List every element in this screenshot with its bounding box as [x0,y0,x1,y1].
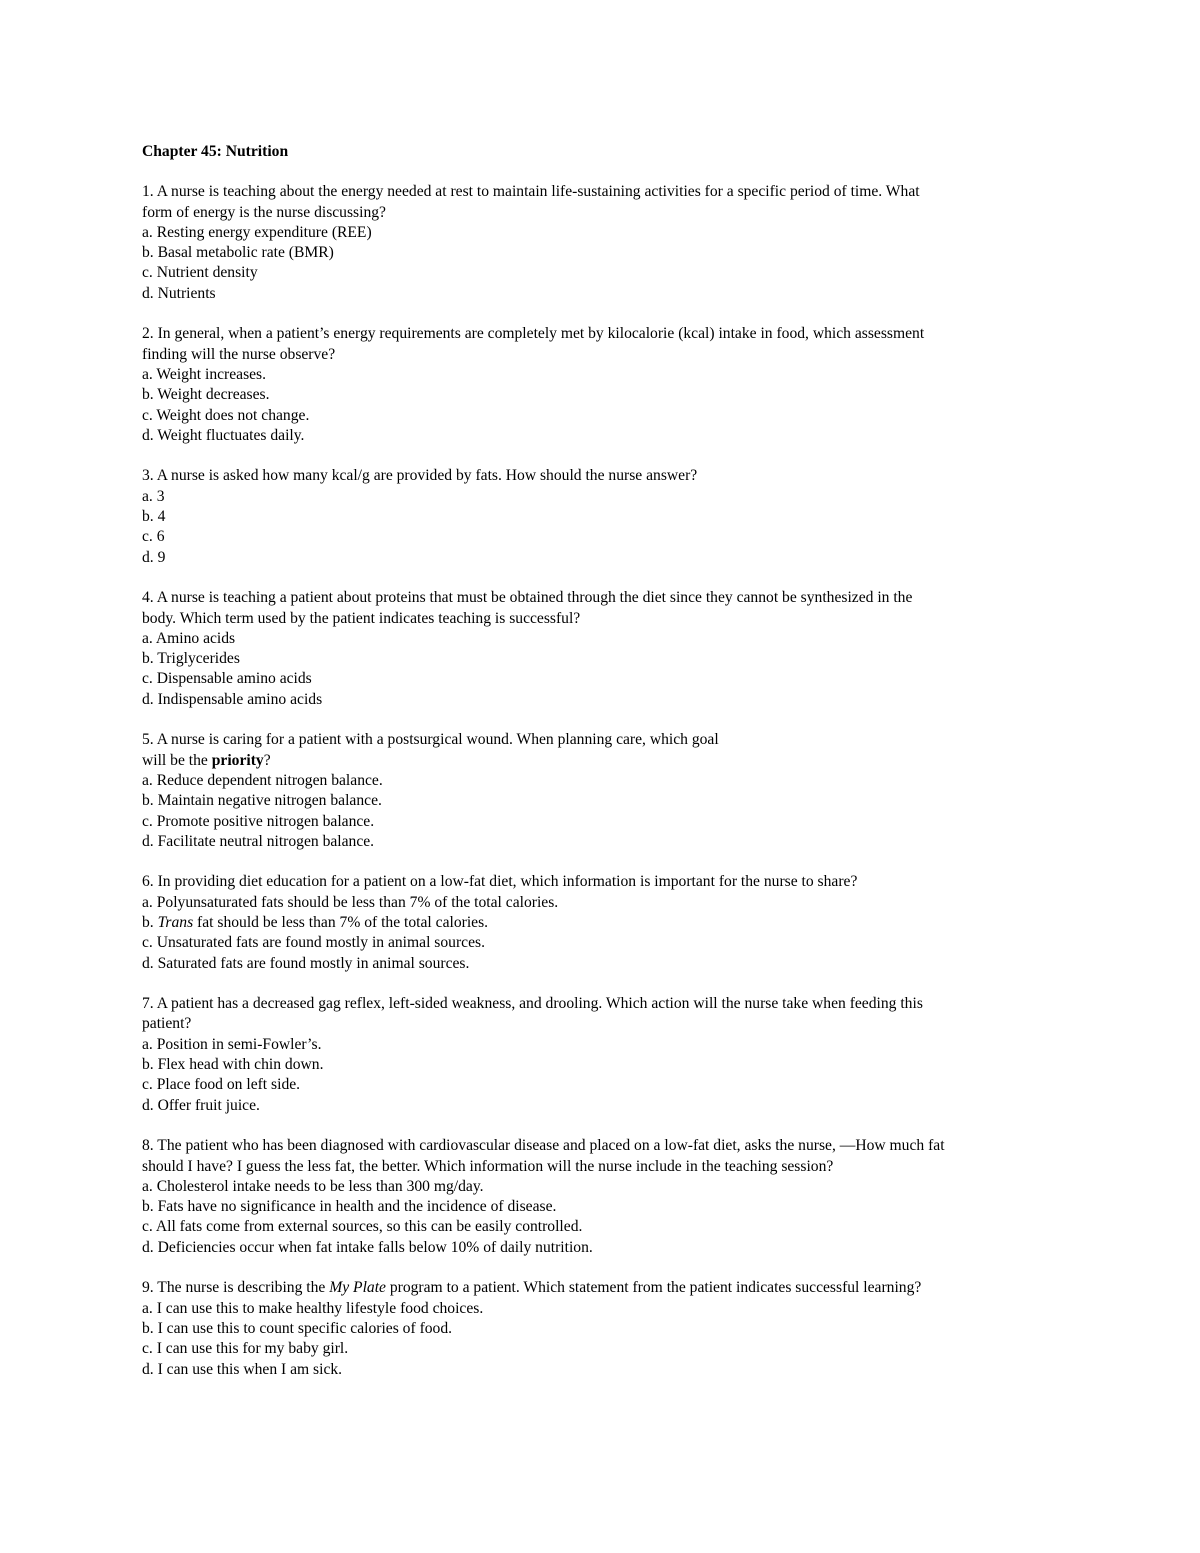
answer-option-c: c. I can use this for my baby girl. [142,1340,349,1358]
answer-option-c: c. Unsaturated fats are found mostly in animal sources. [142,934,485,952]
answer-option-c: c. Dispensable amino acids [142,670,312,688]
emphasis-priority: priority [211,751,264,769]
answer-option-b: b. 4 [142,508,166,526]
question-stem: 5. A nurse is caring for a patient with a postsurgical wound. When planning care, which goal [142,731,719,749]
question-2 [142,324,1072,446]
answer-option-a: a. Cholesterol intake needs to be less than 300 mg/day. [142,1177,484,1195]
page-title: Chapter 45: Nutrition [142,143,289,160]
question-stem: 8. The patient who has been diagnosed with cardiovascular disease and placed on a low-fat diet, asks the nurse, ―How much fat [142,1137,945,1155]
answer-option-b: b. Fats have no significance in health and the incidence of disease. [142,1198,557,1216]
question-stem: body. Which term used by the patient indicates teaching is successful? [142,609,581,627]
answer-option-d: d. I can use this when I am sick. [142,1360,343,1378]
answer-option-b: b. Maintain negative nitrogen balance. [142,792,382,810]
question-stem: 7. A patient has a decreased gag reflex, left-sided weakness, and drooling. Which action will the nurse take when feeding this [142,995,923,1013]
question-stem-text: 9. The nurse is describing the [142,1279,330,1297]
answer-option-d: d. Indispensable amino acids [142,690,323,708]
question-stem: patient? [142,1015,192,1033]
question-stem: 3. A nurse is asked how many kcal/g are provided by fats. How should the nurse answer? [142,467,698,485]
answer-option-b: b. Flex head with chin down. [142,1056,324,1074]
answer-option-c: c. Weight does not change. [142,406,310,424]
emphasis-my-plate: My Plate [329,1279,386,1297]
question-stem-text: will be the [142,751,212,769]
answer-option-b: b. Weight decreases. [142,386,270,404]
answer-option-b: b. I can use this to count specific calories of food. [142,1319,453,1337]
option-text: fat should be less than 7% of the total calories. [193,913,489,931]
answer-option-d: d. Nutrients [142,284,216,302]
answer-option-d: d. 9 [142,548,166,566]
question-5 [142,730,1072,852]
answer-option-a: a. Weight increases. [142,365,267,383]
answer-option-d: d. Facilitate neutral nitrogen balance. [142,832,375,850]
answer-option-a: a. Amino acids [142,629,236,647]
question-stem: should I have? I guess the less fat, the better. Which information will the nurse include in the teaching session? [142,1157,834,1175]
answer-option-c: c. All fats come from external sources, so this can be easily controlled. [142,1218,583,1236]
answer-option-b: b. Basal metabolic rate (BMR) [142,244,334,262]
answer-option-a: a. 3 [142,487,165,505]
answer-option-d: d. Weight fluctuates daily. [142,426,305,444]
answer-option-d: d. Offer fruit juice. [142,1096,260,1114]
answer-option-c: c. Promote positive nitrogen balance. [142,812,375,830]
question-stem: finding will the nurse observe? [142,345,336,363]
answer-option-a: a. Resting energy expenditure (REE) [142,223,372,241]
question-7 [142,994,1072,1116]
question-1 [142,182,1072,304]
question-stem: 4. A nurse is teaching a patient about proteins that must be obtained through the diet since they cannot be synthesized in the [142,589,913,607]
question-stem-text: ? [263,751,271,769]
question-stem-text: program to a patient. Which statement from the patient indicates successful learning? [385,1279,922,1297]
answer-option-b: b. Triglycerides [142,650,240,668]
question-4 [142,588,1072,710]
question-8 [142,1136,1072,1258]
question-stem: 1. A nurse is teaching about the energy needed at rest to maintain life-sustaining activities for a specific period of time. What [142,183,920,201]
emphasis-trans: Trans [157,913,194,931]
question-9 [142,1278,1072,1379]
option-letter: b. [142,913,158,931]
answer-option-d: d. Deficiencies occur when fat intake falls below 10% of daily nutrition. [142,1238,593,1256]
question-stem [142,1278,1072,1298]
question-stem: 2. In general, when a patient’s energy requirements are completely met by kilocalorie (kcal) intake in food, which assessment [142,325,925,343]
document-page [142,142,1072,1400]
answer-option-a: a. I can use this to make healthy lifestyle food choices. [142,1299,484,1317]
question-3 [142,466,1072,567]
question-stem: form of energy is the nurse discussing? [142,203,386,221]
answer-option-c: c. Nutrient density [142,264,258,282]
question-6 [142,872,1072,973]
answer-option-d: d. Saturated fats are found mostly in animal sources. [142,954,470,972]
question-stem: 6. In providing diet education for a patient on a low-fat diet, which information is important for the nurse to share? [142,873,858,891]
answer-option-b [142,913,1072,933]
answer-option-a: a. Position in semi-Fowler’s. [142,1035,322,1053]
question-stem [142,751,1072,771]
answer-option-a: a. Polyunsaturated fats should be less than 7% of the total calories. [142,893,559,911]
answer-option-c: c. 6 [142,528,165,546]
answer-option-a: a. Reduce dependent nitrogen balance. [142,771,383,789]
answer-option-c: c. Place food on left side. [142,1076,301,1094]
